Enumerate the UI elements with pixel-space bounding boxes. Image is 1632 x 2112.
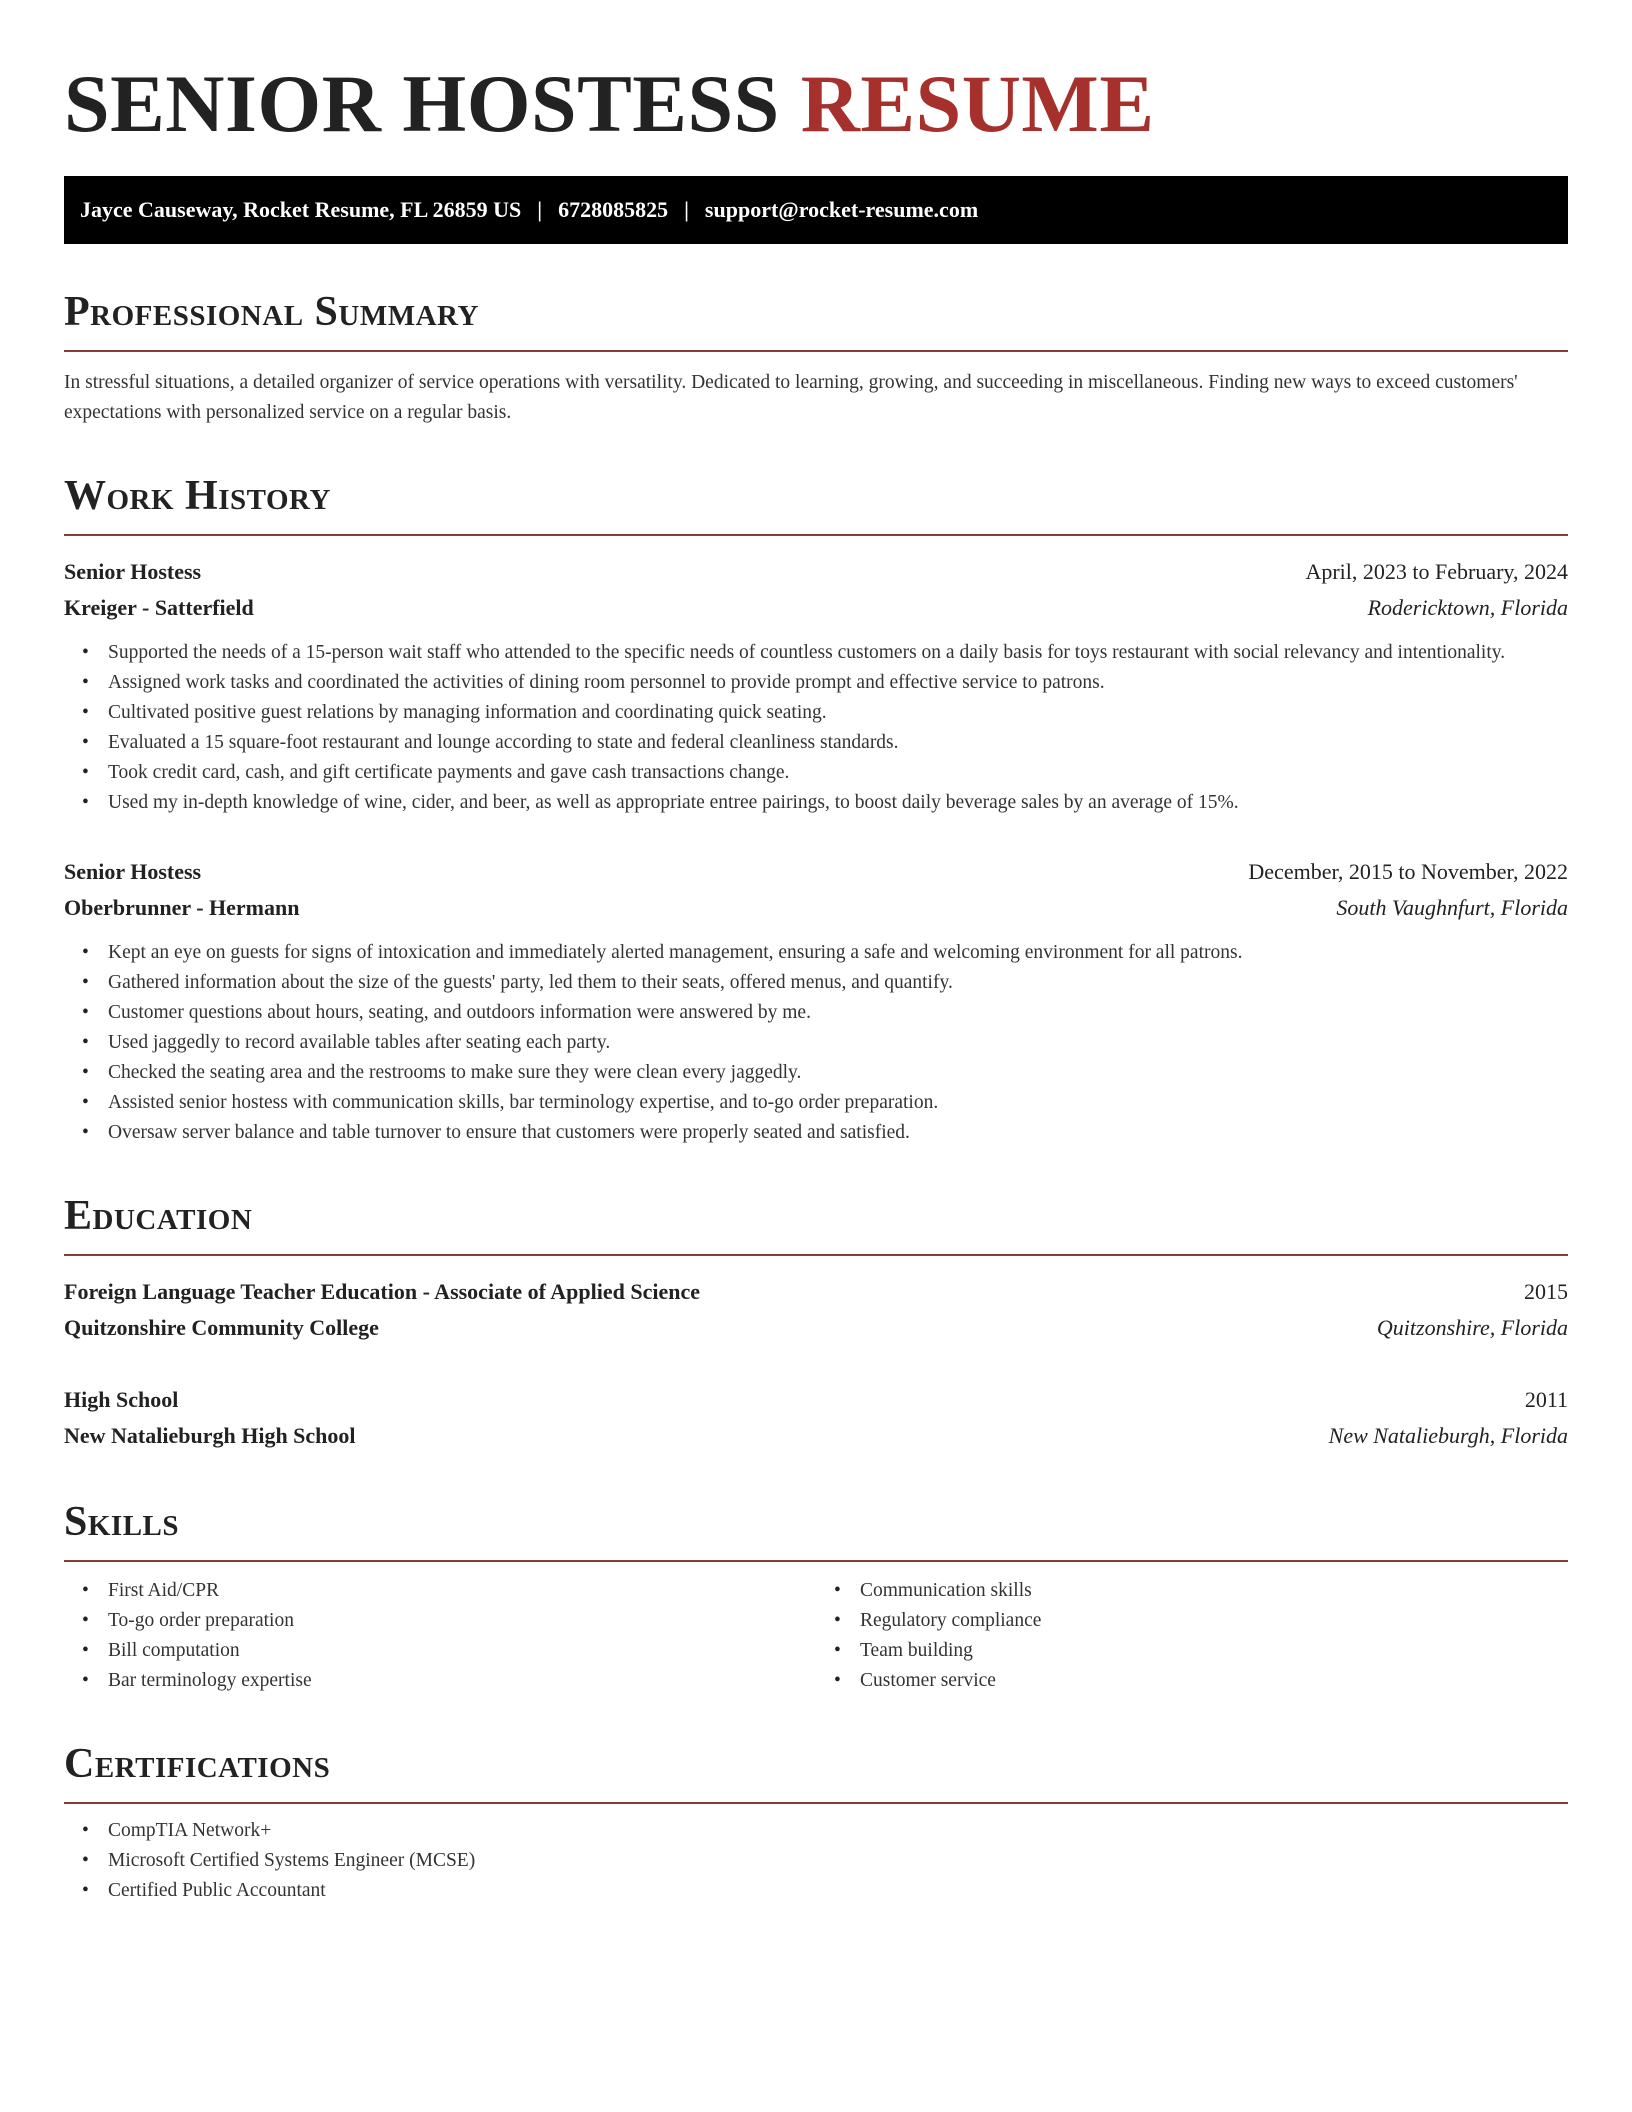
job-bullet: • Assisted senior hostess with communication skills, bar terminology expertise, and to-go order preparation. bbox=[108, 1088, 1568, 1118]
summary-text: In stressful situations, a detailed organizer of service operations with versatility. Dedicated to learning, growing, and succeeding in miscellaneous. Finding new ways to exceed customers' expectations with personalized service on a regular basis. bbox=[64, 372, 1518, 423]
section-heading: Education bbox=[64, 1192, 1568, 1256]
education-degree: High School bbox=[64, 1387, 179, 1412]
skills-section bbox=[64, 1498, 1568, 1696]
job-bullets bbox=[64, 938, 1568, 1148]
certification-item: • Microsoft Certified Systems Engineer (MCSE) bbox=[108, 1846, 1568, 1876]
title-role: SENIOR HOSTESS bbox=[64, 58, 780, 149]
certification-item: • Certified Public Accountant bbox=[108, 1876, 1568, 1906]
contact-address: Jayce Causeway, Rocket Resume, FL 26859 US bbox=[80, 197, 522, 222]
education-year: 2011 bbox=[1524, 1387, 1568, 1412]
education-school: New Natalieburgh High School bbox=[64, 1423, 356, 1448]
job-location: Rodericktown, Florida bbox=[1367, 595, 1568, 620]
job-bullet: • Used my in-depth knowledge of wine, cider, and beer, as well as appropriate entree pairings, to boost daily beverage sales by an average of 15%. bbox=[108, 788, 1568, 818]
title-resume-word: RESUME bbox=[800, 58, 1155, 149]
education-school-row bbox=[64, 1418, 1568, 1454]
certifications-list bbox=[64, 1816, 1568, 1906]
education-school-row bbox=[64, 1310, 1568, 1346]
skills-columns bbox=[64, 1576, 1568, 1696]
job-title: Senior Hostess bbox=[64, 859, 202, 884]
skill-item: • Communication skills bbox=[860, 1576, 1568, 1606]
education-year: 2015 bbox=[1524, 1279, 1568, 1304]
skill-item: • Bar terminology expertise bbox=[108, 1666, 816, 1696]
job-title: Senior Hostess bbox=[64, 559, 202, 584]
job-bullet: • Oversaw server balance and table turnover to ensure that customers were properly seated and satisfied. bbox=[108, 1118, 1568, 1148]
section-heading: Skills bbox=[64, 1498, 1568, 1562]
job-header-row bbox=[64, 854, 1568, 890]
skill-item: • Team building bbox=[860, 1636, 1568, 1666]
contact-bar bbox=[64, 176, 1568, 244]
job-entry bbox=[64, 854, 1568, 1148]
education-entry bbox=[64, 1274, 1568, 1346]
section-heading: Certifications bbox=[64, 1740, 1568, 1804]
section-heading: Professional Summary bbox=[64, 288, 1568, 352]
contact-separator: | bbox=[684, 197, 689, 222]
resume-title bbox=[64, 0, 1568, 176]
education-school: Quitzonshire Community College bbox=[64, 1315, 379, 1340]
job-bullet: • Assigned work tasks and coordinated the activities of dining room personnel to provide prompt and effective service to patrons. bbox=[108, 668, 1568, 698]
education-degree-row bbox=[64, 1382, 1568, 1418]
job-dates: December, 2015 to November, 2022 bbox=[1248, 859, 1568, 884]
skill-item: • To-go order preparation bbox=[108, 1606, 816, 1636]
job-bullet: • Checked the seating area and the restrooms to make sure they were clean every jaggedly. bbox=[108, 1058, 1568, 1088]
contact-email: support@rocket-resume.com bbox=[704, 197, 979, 222]
education-degree: Foreign Language Teacher Education - Associate of Applied Science bbox=[64, 1279, 700, 1304]
job-bullets bbox=[64, 638, 1568, 818]
skill-item: • Bill computation bbox=[108, 1636, 816, 1666]
job-bullet: • Supported the needs of a 15-person wait staff who attended to the specific needs of countless customers on a daily basis for toys restaurant with social relevancy and intentionality. bbox=[108, 638, 1568, 668]
job-bullet: • Gathered information about the size of the guests' party, led them to their seats, offered menus, and quantify. bbox=[108, 968, 1568, 998]
certifications-section bbox=[64, 1740, 1568, 1906]
job-company: Kreiger - Satterfield bbox=[64, 595, 254, 620]
job-bullet: • Took credit card, cash, and gift certificate payments and gave cash transactions change. bbox=[108, 758, 1568, 788]
job-header-row bbox=[64, 554, 1568, 590]
job-location: South Vaughnfurt, Florida bbox=[1336, 895, 1568, 920]
skills-list-left bbox=[64, 1576, 816, 1696]
skills-list-right bbox=[816, 1576, 1568, 1696]
education-degree-row bbox=[64, 1274, 1568, 1310]
certification-item: • CompTIA Network+ bbox=[108, 1816, 1568, 1846]
education-location: Quitzonshire, Florida bbox=[1376, 1315, 1568, 1340]
job-bullet: • Cultivated positive guest relations by managing information and coordinating quick seating. bbox=[108, 698, 1568, 728]
skill-item: • Regulatory compliance bbox=[860, 1606, 1568, 1636]
job-bullet: • Customer questions about hours, seating, and outdoors information were answered by me. bbox=[108, 998, 1568, 1028]
contact-phone: 6728085825 bbox=[558, 197, 669, 222]
contact-separator: | bbox=[537, 197, 543, 222]
job-company-row bbox=[64, 590, 1568, 626]
job-bullet: • Used jaggedly to record available tables after seating each party. bbox=[108, 1028, 1568, 1058]
job-dates: April, 2023 to February, 2024 bbox=[1305, 559, 1568, 584]
education-section bbox=[64, 1192, 1568, 1454]
skill-item: • First Aid/CPR bbox=[108, 1576, 816, 1606]
section-heading: Work History bbox=[64, 472, 1568, 536]
skill-item: • Customer service bbox=[860, 1666, 1568, 1696]
summary-section bbox=[64, 288, 1568, 428]
education-entry bbox=[64, 1382, 1568, 1454]
job-company: Oberbrunner - Hermann bbox=[64, 895, 300, 920]
education-location: New Natalieburgh, Florida bbox=[1328, 1423, 1568, 1448]
work-history-section bbox=[64, 472, 1568, 1148]
job-entry bbox=[64, 554, 1568, 818]
job-company-row bbox=[64, 890, 1568, 926]
job-bullet: • Kept an eye on guests for signs of intoxication and immediately alerted management, ensuring a safe and welcoming environment for all patrons. bbox=[108, 938, 1568, 968]
job-bullet: • Evaluated a 15 square-foot restaurant and lounge according to state and federal cleanliness standards. bbox=[108, 728, 1568, 758]
